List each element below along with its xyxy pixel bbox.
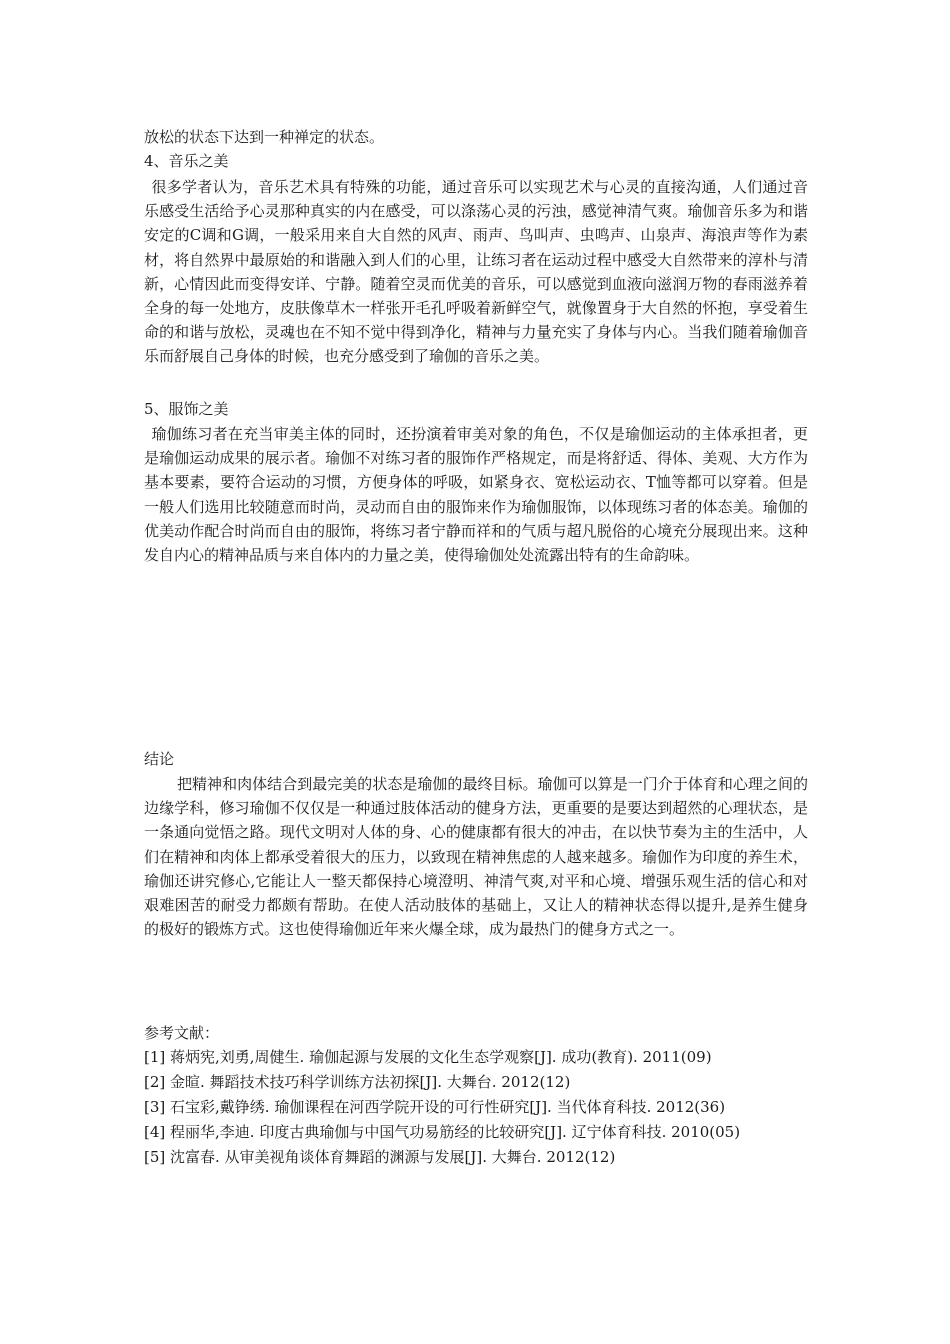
intro-tail-paragraph: 放松的状态下达到一种禅定的状态。 — [144, 128, 385, 146]
section5-heading: 5、服饰之美 — [144, 400, 229, 418]
references-heading: 参考文献： — [144, 1024, 220, 1042]
reference-item-1: [1] 蒋炳宪,刘勇,周健生. 瑜伽起源与发展的文化生态学观察[J]. 成功(教育). 2011(09) — [144, 1048, 712, 1066]
section5-paragraph: 瑜伽练习者在充当审美主体的同时，还扮演着审美对象的角色，不仅是瑜伽运动的主体承担者，更是瑜伽运动成果的展示者。瑜伽不对练习者的服饰作严格规定，而是将舒适、得体、美观、大方作为基本要素，要符合运动的习惯，方便身体的呼吸，如紧身衣、宽松运动衣、T恤等都可以穿着。但是一般人们选用比较随意而时尚，灵动而自由的服饰来作为瑜伽服饰，以体现练习者的体态美。瑜伽的优美动作配合时尚而自由的服饰，将练习者宁静而祥和的气质与超凡脱俗的心境充分展现出来。这种发自内心的精神品质与来自体内的力量之美，使得瑜伽处处流露出特有的生命韵味。 — [144, 425, 808, 565]
reference-item-5: [5] 沈富春. 从审美视角谈体育舞蹈的渊源与发展[J]. 大舞台. 2012(12) — [144, 1148, 616, 1166]
reference-item-4: [4] 程丽华,李迪. 印度古典瑜伽与中国气功易筋经的比较研究[J]. 辽宁体育科技. 2010(05) — [144, 1123, 741, 1141]
reference-item-3: [3] 石宝彩,戴铮绣. 瑜伽课程在河西学院开设的可行性研究[J]. 当代体育科技. 2012(36) — [144, 1098, 726, 1116]
section4-paragraph: 很多学者认为，音乐艺术具有特殊的功能，通过音乐可以实现艺术与心灵的直接沟通，人们通过音乐感受生活给予心灵那种真实的内在感受，可以涤荡心灵的污浊，感觉神清气爽。瑜伽音乐多为和谐安定的C调和G调，一般采用来自大自然的风声、雨声、鸟叫声、虫鸣声、山泉声、海浪声等作为素材，将自然界中最原始的和谐融入到人们的心里，让练习者在运动过程中感受大自然带来的淳朴与清新，心情因此而变得安详、宁静。随着空灵而优美的音乐，可以感觉到血液向滋润万物的春雨滋养着全身的每一处地方，皮肤像草木一样张开毛孔呼吸着新鲜空气，就像置身于大自然的怀抱，享受着生命的和谐与放松，灵魂也在不知不觉中得到净化，精神与力量充实了身体与内心。当我们随着瑜伽音乐而舒展自己身体的时候，也充分感受到了瑜伽的音乐之美。 — [144, 178, 808, 366]
conclusion-heading: 结论 — [144, 750, 175, 768]
section4-heading: 4、音乐之美 — [144, 152, 229, 170]
conclusion-paragraph: 把精神和肉体结合到最完美的状态是瑜伽的最终目标。瑜伽可以算是一门介于体育和心理之间的边缘学科，修习瑜伽不仅仅是一种通过肢体活动的健身方法，更重要的是要达到超然的心理状态，是一条通向觉悟之路。现代文明对人体的身、心的健康都有很大的冲击，在以快节奏为主的生活中，人们在精神和肉体上都承受着很大的压力，以致现在精神焦虑的人越来越多。瑜伽作为印度的养生术，瑜伽还讲究修心,它能让人一整天都保持心境澄明、神清气爽,对平和心境、增强乐观生活的信心和对艰难困苦的耐受力都颇有帮助。在使人活动肢体的基础上，又让人的精神状态得以提升,是养生健身的极好的锻炼方式。这也使得瑜伽近年来火爆全球，成为最热门的健身方式之一。 — [144, 775, 808, 939]
reference-item-2: [2] 金暄. 舞蹈技术技巧科学训练方法初探[J]. 大舞台. 2012(12) — [144, 1073, 571, 1091]
